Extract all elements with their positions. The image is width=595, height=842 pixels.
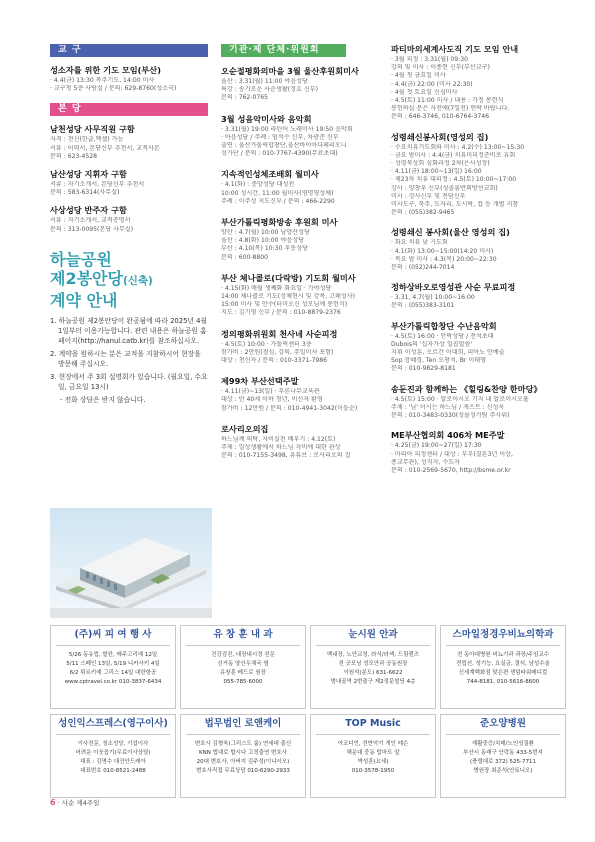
event-detail: 문의 : 762-0765 (221, 94, 269, 102)
advertisement-detail: 010-3578-1950 (351, 768, 395, 774)
event-detail: 부산 : 4.10(목) 10:30 우동성당 (221, 245, 308, 253)
event-entry (391, 227, 566, 272)
event-detail: · 4.5(토) 11:00 미사 / 내용 : 가정 봉헌식 (391, 97, 504, 105)
event-entry (391, 44, 566, 122)
event-detail: 문의 : 010-9829-8181 (391, 365, 456, 373)
event-detail: 자격 : 천신(한글,엑셀) 가능 (50, 136, 124, 144)
event-title: 송둔진과 함께하는 《힐링&찬양 한마당》 (391, 383, 542, 394)
event-detail: 문의 : (055)382-9465 (391, 209, 455, 217)
event-entry (221, 66, 381, 103)
event-detail: · 성령묵상회 심화과정 2차(은사성장) (391, 160, 490, 168)
event-detail: 서류 : 자기소개서, 교적증명서 (50, 217, 131, 225)
notice-title-suffix: (신축) (122, 274, 153, 287)
event-detail: 강사 : 양창우 신부(성골롬반외방선교회) (391, 184, 498, 192)
event-detail: · 4.1(화) : 중앙성당 대성전 (221, 181, 295, 189)
advertisement-detail: www.cptravel.co.kr 010-3837-6434 (64, 679, 162, 685)
event-detail: 하느님께 의탁, 자비실천 배우기 : 4.12(토) (221, 435, 336, 443)
advertisement-detail: 병원장 최준석(안토니오) (473, 768, 533, 774)
event-detail: 문의 : 646-3746, 010-6764-3746 (391, 113, 489, 121)
event-detail: 문의 : 010-2569-5670, http://bsme.or.kr (391, 466, 511, 474)
event-detail: 주제 : 일상생활에서 하느님 자비에 대한 관상 (221, 444, 341, 452)
event-detail: 문의 : 313-0095(본당 사무실) (50, 225, 134, 233)
event-detail: 10:00 성시간, 11:00 월미사(영명영성체) (221, 189, 334, 197)
advertisement-detail: 해운대 중동 탑마트 앞 (346, 750, 400, 756)
event-detail: Dubois의 '십자가상 일곱말씀' (391, 340, 473, 348)
event-entry (221, 424, 381, 461)
event-entry (221, 217, 381, 262)
event-detail: · 4.25(금) 19:00~27(일) 17:30 (391, 442, 482, 450)
event-title: 성소자를 위한 기도 모임(부산) (50, 65, 161, 75)
advertisement-box (50, 714, 176, 798)
advertisement-detail: 055-785-6000 (223, 679, 263, 685)
event-detail: 울산 : 4.8(화) 10:00 야음성당 (221, 237, 305, 245)
event-detail: 서류 : 자기소개서, 본당신부 추천서 (50, 181, 145, 189)
event-title: 부산 체나콜로(다락방) 기도회 월미사 (221, 272, 356, 283)
event-title: 파티마의세계사도직 기도 모임 안내 (391, 44, 519, 54)
event-detail: 문의 : (055)383-3101 (391, 302, 455, 310)
section-header-bondang: 본 당 (50, 103, 208, 116)
event-detail: · 교구청 5층 사랑실 / 문의: 629-8760(성소국) (50, 85, 177, 93)
advertisement-detail: 5/26 동유럽, 발칸, 메주고리예 12일 (68, 652, 158, 658)
advertisement-detail: (충렬대로 372) 525-7711 (469, 759, 537, 765)
advertisement-detail: 대표번호 010-8521-2488 (80, 768, 146, 774)
event-detail: · 4월 첫 토요일 신심미사 (391, 88, 458, 96)
advertisement-detail: 6/2 튀르키예 그리스 14일 대한항공 (69, 670, 157, 676)
event-detail: 양산 : 4.7(월) 10:00 남양산성당 (221, 229, 310, 237)
event-entry (221, 329, 381, 366)
event-detail: · 3.31, 4.7(월) 10:00~16:00 (391, 294, 475, 302)
advertisement-detail: 유창훈 베드로 원장 (219, 670, 266, 676)
building-illustration (50, 508, 212, 618)
event-detail: · 화요 치유 낮 기도회 (391, 239, 448, 247)
column-right (391, 44, 566, 475)
event-detail: Sop 장혜경, Ten 오창석, Br 이태영 (391, 357, 486, 365)
advertisement-box (180, 714, 306, 798)
advertisement-detail: KNN 법대로 합시다 고정출연 변호사 (199, 750, 287, 756)
advertisement-detail: 범내골역 2번출구 제2정문빌딩 4층 (330, 679, 416, 685)
event-detail: 문의 : (052)244-7014 (391, 264, 455, 272)
advertisement-detail: 전 굿모닝 성모안과 공동원장 (338, 661, 408, 667)
event-title: 부산가톨릭합창단 수난음악회 (391, 320, 497, 331)
column-left (50, 44, 208, 405)
advertisement-grid (50, 625, 566, 798)
advertisement-detail: 전 동아대병원 비뇨기과 과장/주임교수 (456, 652, 550, 658)
event-entry (50, 124, 208, 161)
event-detail: · 3.31(월) 19:00 라틴어 노래미사 19:50 음악회 (221, 125, 353, 133)
event-detail: 지도 : 김기영 신부 / 문의 : 010-8879-2376 (221, 309, 341, 317)
event-detail: 문의 : 623-4528 (50, 152, 98, 160)
event-detail: 울산 : 3.31(월) 11:00 야음성당 (221, 78, 308, 85)
event-detail: · 4.5(토) 15:00 · 알로이시오 기지 내 알로이시오홀 (391, 395, 529, 403)
event-title: 부산가톨릭평화방송 후원회 미사 (221, 217, 338, 228)
event-detail: 종교무관), 성직자, 수도자 (391, 458, 460, 466)
advertisement-box (310, 625, 436, 709)
event-detail: 봉헌하실 분은 사전에(7일전) 연락 바랍니다. (391, 105, 510, 113)
event-entry (221, 376, 381, 413)
event-detail: 참가비 : 12만원 / 문의 : 010-4941-3042(이둥순) (221, 404, 358, 412)
event-title: 제99차 부산선택주말 (221, 376, 299, 387)
event-entry (221, 114, 381, 159)
event-detail: · 4.5(토) 10:00 · 가톨릭센터 3층 (221, 340, 312, 348)
advertisement-detail: 건강검진, 대장내시경 전문 (211, 652, 275, 658)
event-detail: 15:00 미사 및 안수(터미오신 성모님께 봉헌식) (221, 301, 348, 309)
advertisement-detail: 재활중증/치매/노인성질환 (471, 741, 535, 747)
gyogu-list (50, 65, 208, 93)
advertisement-detail: 전립선, 성기능, 요실금, 결석, 남성수술 (456, 661, 550, 667)
event-title: 사상성당 반주자 구함 (50, 205, 127, 216)
event-detail: 지휘 이성훈, 오르간 이대희, 피아노 안예슬 (391, 349, 505, 357)
notice-title-main: 제2봉안당 (50, 268, 123, 288)
advertisement-detail: 어려운 이웃돕기(무료이사상담) (75, 750, 151, 756)
event-detail: 참가비 : 2만원(점심, 강의, 주일미사 포함) (221, 348, 334, 356)
notice-item: 1. 하늘공원 제2봉안당이 완공됨에 따라 2025년 4월 1일부터 이용가능합니다. 관련 내용은 하늘공원 홈페이지(http://hanul.catb.kr)를 참조하십시오. (50, 316, 208, 345)
bondang-list (50, 124, 208, 233)
event-detail: 14:00 체나콜로 기도(성체현시 및 강복, 고해성사) (221, 293, 356, 301)
event-detail: · 4.15(화) 매월 셋째화 화요일 · 가야성당 (221, 284, 332, 292)
event-entry (221, 273, 381, 318)
event-detail: 대상 : 천신자 / 문의 : 010-3371-7986 (221, 357, 328, 365)
event-entry (50, 65, 208, 93)
event-entry (391, 430, 566, 475)
event-detail: · 목요 밤 미사 : 4.3(목) 20:00~22:30 (391, 255, 497, 263)
event-detail: 문의 : 010-3483-0330(성몰성가팀 주사위) (391, 412, 510, 420)
advertisement-detail: 신세계백화점 맞은편 센텀타워메디컬 (458, 670, 548, 676)
event-title: 남천성당 사무직원 구함 (50, 124, 135, 135)
event-entry (391, 384, 566, 421)
notice-box (50, 250, 208, 405)
page-footer (50, 798, 99, 807)
event-title: 3월 성음악미사와 음악회 (221, 113, 312, 124)
advertisement-detail: 5/11 스페인 13일, 5/19 니카사키 4일 (66, 661, 160, 667)
footer-label: · 사순 제4주일 (57, 799, 100, 807)
event-title: 로사리오의집 (221, 423, 269, 434)
event-detail: · 4.4(금) 22:00 (미사 22:30) (391, 80, 473, 88)
advertisement-detail: 이원석(분도) 631-6622 (343, 670, 403, 676)
event-detail: · 금요 밤미사 : 4.4(금) 치유미피정준비로 휴회 (391, 151, 516, 159)
event-entry (391, 132, 566, 218)
event-detail: · 4.11(금)~13(일) · 푸른나무교육관 (221, 388, 320, 396)
advertisement-detail: 744-8181, 010-5616-8600 (466, 679, 540, 685)
event-title: 남산성당 지휘자 구함 (50, 169, 127, 180)
notice-footnote: - 전화 상담은 받지 않습니다. (60, 395, 146, 404)
event-entry (221, 169, 381, 206)
event-entry (50, 169, 208, 197)
advertiser-name: 눈시원 안과 (316, 629, 430, 646)
event-detail: · 4.1(화) 13:00~15:00(14:20 미사) (391, 247, 494, 255)
advertiser-name: 법무법인 로앤케이 (186, 718, 300, 735)
notice-item: 3. 현장에서 주 3회 설명회가 있습니다. (월요일, 수요일, 금요일 13시) (50, 372, 208, 391)
event-detail: · 4.4(금) 13:30 목주기도, 14:00 미사 (50, 77, 155, 84)
section-header-institutions: 기관·제 단체·위원회 (221, 44, 346, 57)
event-detail: · 4.5(토) 16:00 · 안락성당 / 전석초대 (391, 332, 494, 340)
advertisement-box (180, 625, 306, 709)
notice-title-line2 (50, 269, 208, 291)
advertisement-box (310, 714, 436, 798)
event-detail: · 수요치유기도회와 미사 : 4.2(수) 13:00~15:30 (391, 143, 525, 151)
advertiser-name: 유 창 훈 내 과 (186, 629, 300, 646)
event-detail: 문의 : 583-6314(사무실) (50, 189, 120, 197)
advertisement-detail: 변호사 김형욱(그리스도 룸) 연세대 출신 (194, 741, 292, 747)
event-detail: 성가단 / 문의 : 010-7767-4390(무료초대) (221, 150, 338, 158)
event-title: 성령쇄신 봉사회(울산 영성의 집) (391, 227, 510, 238)
advertisement-detail: 이사전문, 청소성당, 기업이사 (77, 741, 149, 747)
advertisement-box (440, 625, 566, 709)
event-detail: · 마리아 피정센터 / 대상 : 부부(결혼3년 이상, (391, 450, 513, 458)
event-detail: 문의 : 600-8800 (221, 253, 269, 261)
events-list (391, 44, 566, 475)
event-entry (391, 321, 566, 374)
notice-item: 2. 계약을 원하시는 분은 교적을 지참하시어 현장을 방문해 주십시오. (50, 349, 201, 368)
event-title: ME부산협의회 406차 ME주말 (391, 430, 505, 441)
notice-list (50, 316, 208, 392)
event-detail: · 4월 첫 금요일 미사 (391, 72, 446, 80)
event-title: 지속적인성체조배회 월미사 (221, 169, 319, 180)
advertisement-detail: 부산시 동래구 안락동 433-5번지 (463, 750, 543, 756)
advertisement-box (440, 714, 566, 798)
event-detail: 주제 : '님' 이시는 하느님 / 게스트 : 신성옥 (391, 403, 505, 411)
event-detail: 서류 : 이력서, 본당신부 추천서, 교적사본 (50, 144, 160, 152)
event-detail: 특강 : 송기로운 사순생활(정호 신부) (221, 86, 318, 94)
institutions-list (221, 66, 381, 460)
event-title: 정의평화위원회 천사네 사순피정 (221, 328, 338, 339)
event-detail: 미사도구, 묵주, 도자리, 도시락, 컵 등 개별 지참 (391, 201, 519, 209)
event-title: 정하상바오로영성관 사순 무료피정 (391, 282, 516, 293)
event-detail: 문의 : 010-7155-3498, 유튜브 : 로사리오의 집 (221, 452, 351, 460)
event-entry (391, 282, 566, 310)
advertisement-detail: 박성훈(요세) (357, 759, 389, 765)
event-detail: · 아음성당 / 주례 : 임석수 신부, 차광준 신부 (221, 133, 339, 141)
event-detail: 강의 및 미사 : 이종헌 신부(부산교구) (391, 64, 490, 72)
notice-title-line1: 하늘공원 (50, 249, 112, 269)
advertisement-detail: 변호사직접 무료상담 010-6290-2933 (196, 768, 290, 774)
advertiser-name: (주)씨 피 여 행 사 (56, 629, 170, 646)
event-detail: · 제23차 치유 대피정 : 4.5(토) 10:00~17:00 (391, 176, 517, 184)
section-header-gyogu: 교 구 (50, 44, 208, 57)
event-detail: 미사 : 강사신부 및 전담신부 (391, 192, 466, 200)
advertiser-name: 성인익스프레스(영구이사) (56, 718, 170, 735)
event-detail: 주례 : 이주성 지도신부 / 문의 : 466-2290 (221, 197, 335, 205)
page-number: 6 (50, 798, 56, 807)
event-title: 오순절평화의마을 3월 울산후원회미사 (221, 66, 359, 76)
advertisement-detail: 대표 : 김명수 대건안드레아 (80, 759, 146, 765)
event-detail: · 3월 피정 : 3.31(월) 09:30 (391, 56, 468, 63)
advertisement-detail: 백내장, 노안교정, 라식/라섹, 드림렌즈 (326, 652, 420, 658)
advertisement-box (50, 625, 176, 709)
notice-title-line3: 계약 안내 (50, 290, 118, 310)
advertisement-detail: 신거동 양산우체국 옆 (217, 661, 269, 667)
advertiser-name: TOP Music (316, 718, 430, 735)
column-middle (221, 44, 381, 460)
advertiser-name: 준오양병원 (446, 718, 560, 735)
event-detail: 대상 : 만 40세 이하 청년, 비신자 환영 (221, 396, 323, 404)
event-title: 성령쇄신봉사회(영성의 집) (391, 131, 489, 142)
advertisement-detail: 20대 변호사, 아버지 김주성(이냐시오) (196, 759, 290, 765)
event-entry (50, 205, 208, 233)
event-detail: 출연 : 울산가톨릭합창단,울산바이아다페리오니 (221, 142, 347, 150)
advertiser-name: 스마일정경우비뇨의학과 (446, 629, 560, 646)
advertisement-detail: 아코디언, 전반악기 개인 레슨 (337, 741, 409, 747)
event-detail: · 4.11(금) 18:00~13(일) 16:00 (391, 168, 482, 176)
